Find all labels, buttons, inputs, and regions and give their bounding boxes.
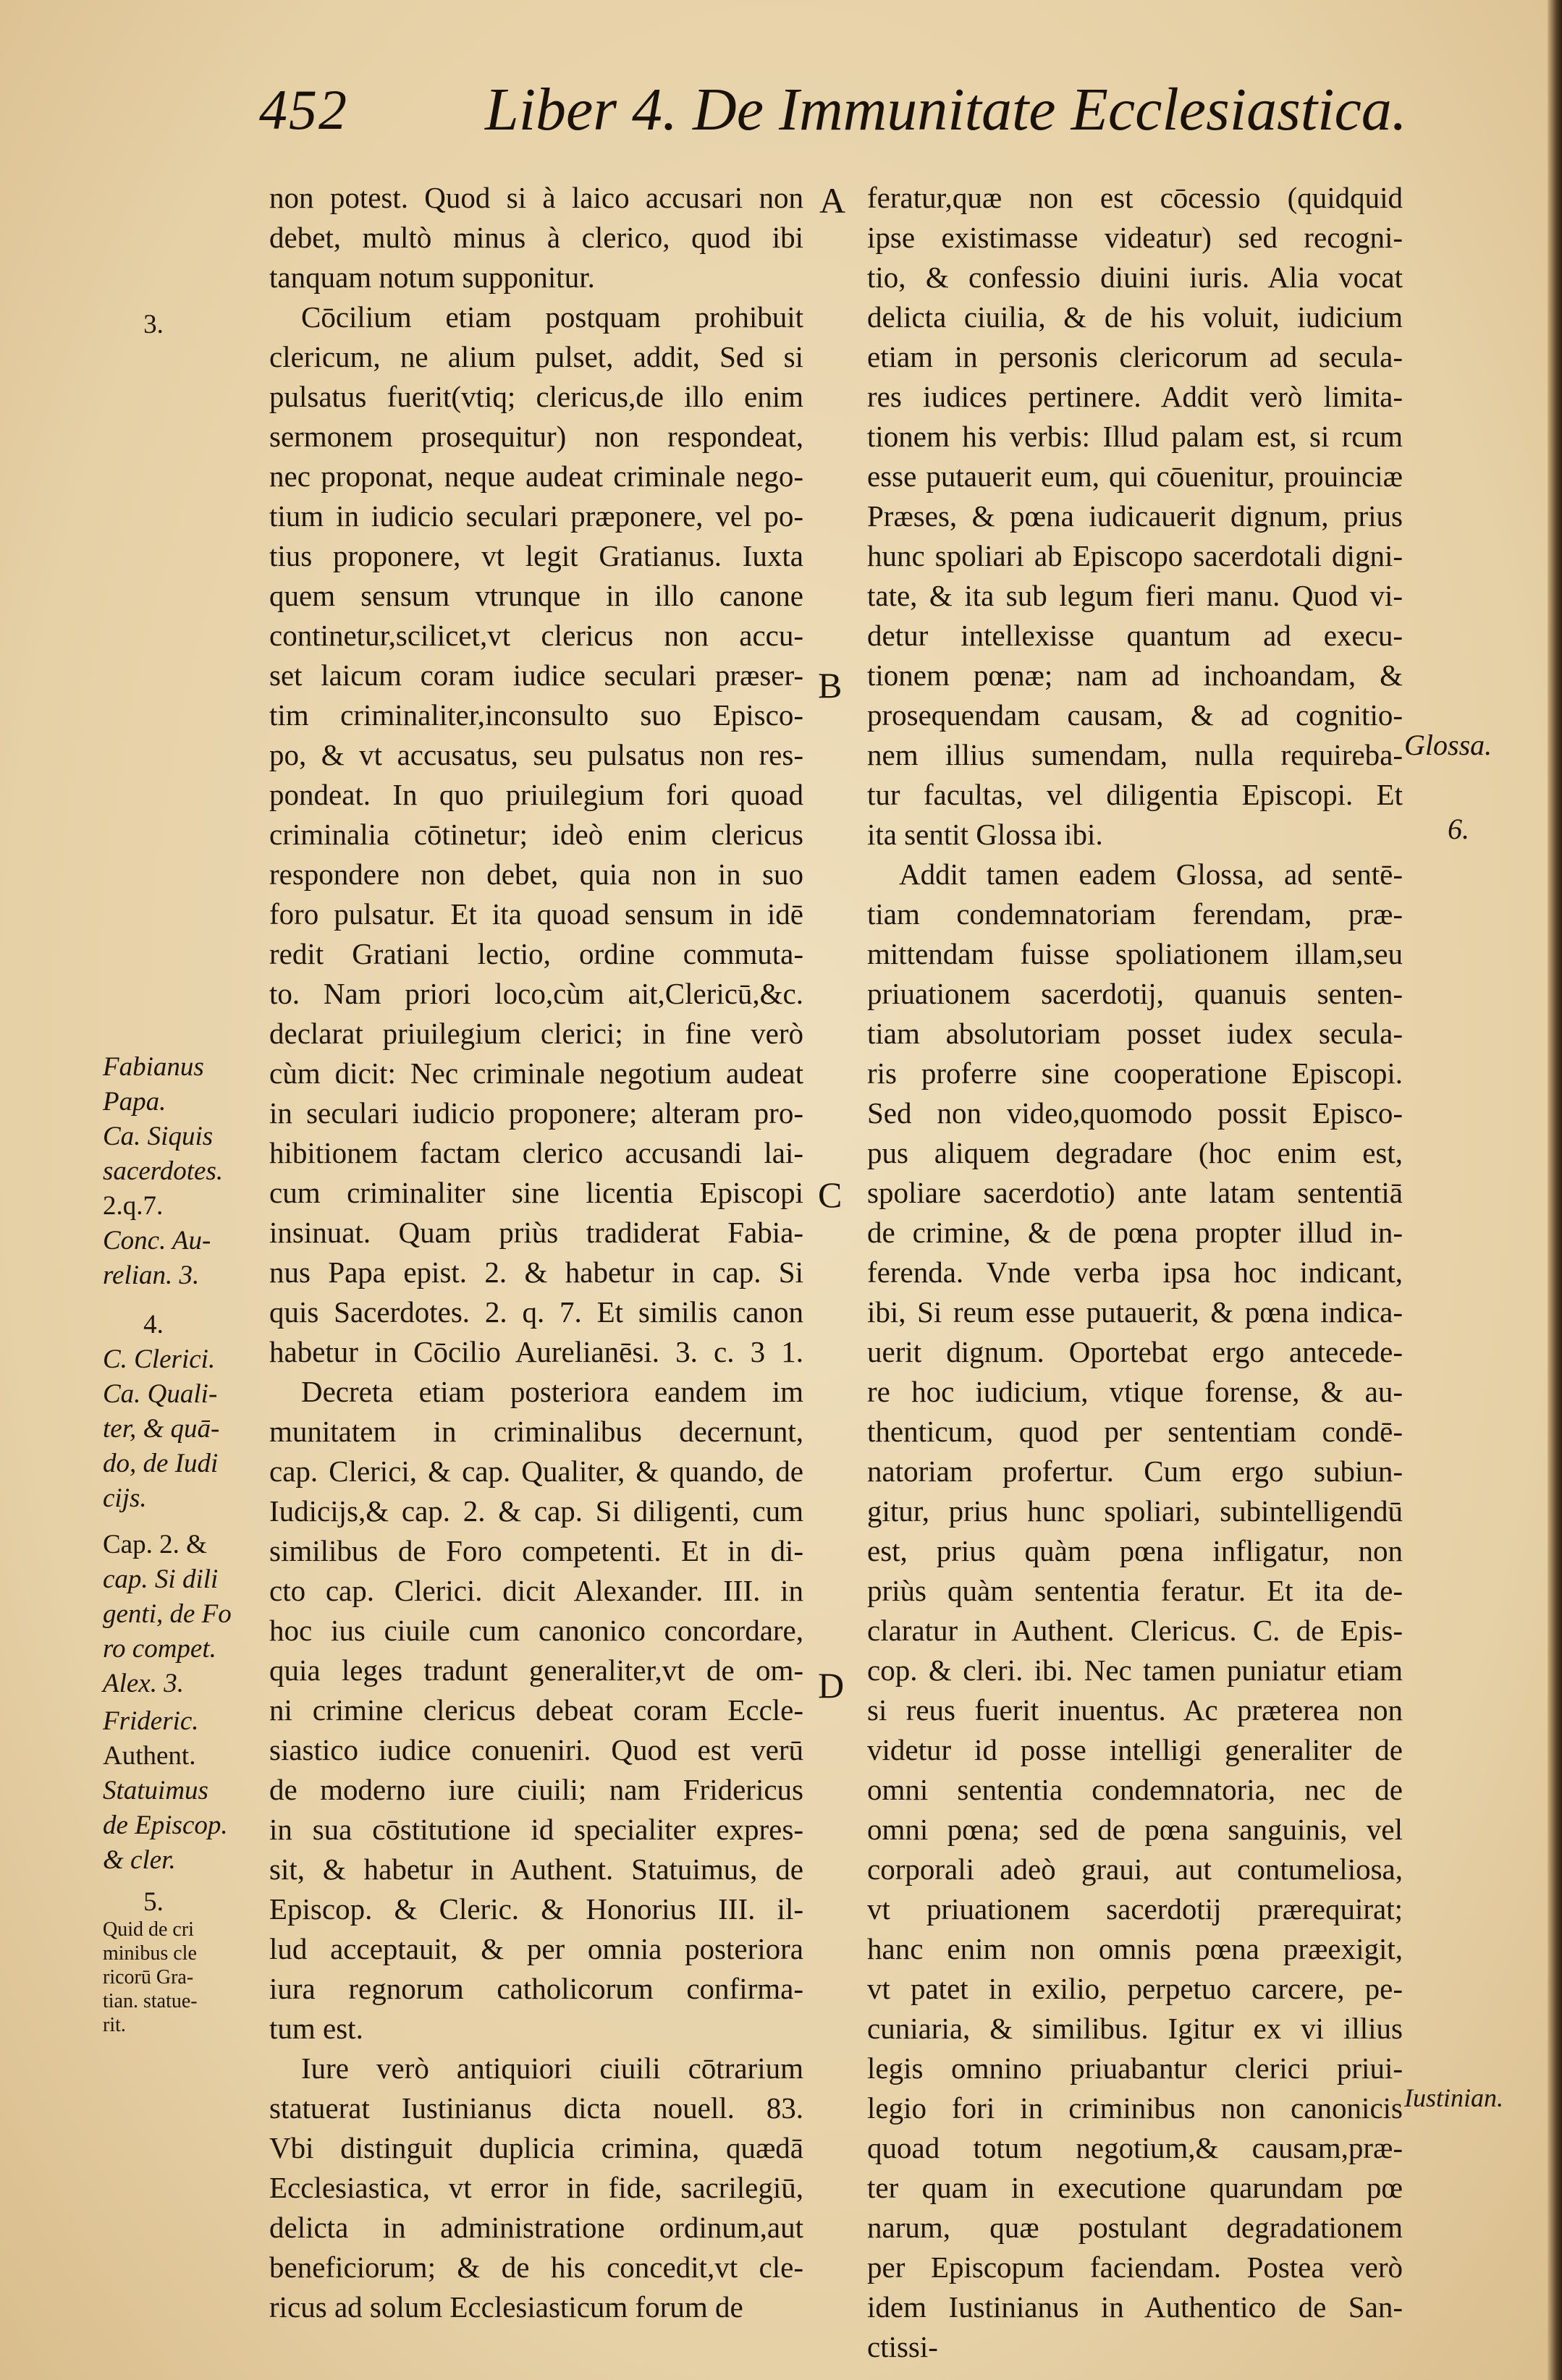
text-line: munitatem in criminalibus decernunt, (269, 1415, 803, 1448)
text-line: corporali adeò graui, aut contumeliosa, (867, 1852, 1403, 1886)
margin-note: Fabianus (103, 1052, 204, 1082)
text-line: tum est. (269, 2012, 363, 2045)
text-line: nus Papa epist. 2. & habetur in cap. Si (269, 1255, 803, 1289)
text-line: Cōcilium etiam postquam prohibuit (301, 300, 803, 334)
margin-note: minibus cle (103, 1942, 197, 1965)
text-line: prosequendam causam, & ad cognitio- (867, 698, 1403, 732)
text-line: beneficiorum; & de his concedit,vt cle- (269, 2250, 803, 2284)
section-letter-c: C (818, 1174, 843, 1215)
text-line: Decreta etiam posteriora eandem im (301, 1375, 803, 1408)
text-line: delicta in administratione ordinum,aut (269, 2211, 803, 2244)
text-line: priuationem sacerdotij, quanuis senten- (867, 977, 1403, 1010)
text-line: delicta ciuilia, & de his voluit, iudicium (867, 300, 1403, 334)
margin-note: genti, de Fo (103, 1599, 232, 1629)
margin-note: Ca. Siquis (103, 1122, 214, 1151)
text-line: non potest. Quod si à laico accusari non (269, 181, 803, 214)
text-line: iura regnorum catholicorum confirma- (269, 1972, 803, 2005)
text-line: etiam in personis clericorum ad secula- (867, 340, 1403, 373)
text-line: pondeat. In quo priuilegium fori quoad (269, 778, 803, 811)
text-line: ris proferre sine cooperatione Episcopi. (867, 1056, 1403, 1090)
text-line: priùs quàm sententia feratur. Et ita de- (867, 1574, 1403, 1607)
text-line: debet, multò minus à clerico, quod ibi (269, 221, 803, 254)
running-head (0, 69, 1562, 156)
text-line: Iure verò antiquiori ciuili cōtrarium (301, 2051, 803, 2085)
text-line: tium in iudicio seculari præponere, vel po- (269, 499, 803, 533)
text-line: habetur in Cōcilio Aurelianēsi. 3. c. 3 1. (269, 1335, 803, 1368)
section-letter-b: B (818, 665, 843, 706)
page-number: 452 (259, 78, 348, 141)
text-line: hibitionem factam clerico accusandi lai- (269, 1136, 803, 1169)
margin-note: Statuimus (103, 1776, 208, 1805)
text-line: de crimine, & de pœna propter illud in- (867, 1216, 1403, 1249)
text-line: de moderno iure ciuili; nam Fridericus (269, 1773, 803, 1806)
text-line: vt priuationem sacerdotij prærequirat; (867, 1892, 1403, 1926)
text-line: sermonem prosequitur) non respondeat, (269, 420, 803, 453)
text-line: thenticum, quod per sententiam condē- (867, 1415, 1403, 1448)
margin-note: Conc. Au- (103, 1226, 211, 1255)
margin-note: ricorū Gra- (103, 1966, 194, 1989)
text-line: tionem his verbis: Illud palam est, si rcum (867, 420, 1403, 453)
text-line: cuniaria, & similibus. Igitur ex vi illius (867, 2012, 1403, 2045)
text-line: narum, quæ postulant degradationem (867, 2211, 1403, 2244)
right-text-column (867, 178, 1403, 2367)
margin-note: cap. Si dili (103, 1564, 219, 1594)
text-line: tio, & confessio diuini iuris. Alia vocat (867, 261, 1403, 294)
text-line: gitur, prius hunc spoliari, subintelligendū (867, 1494, 1403, 1528)
text-line: videtur id posse intelligi generaliter de (867, 1733, 1403, 1766)
margin-note: relian. 3. (103, 1261, 200, 1290)
text-line: tiam absolutoriam posset iudex secula- (867, 1017, 1403, 1050)
text-line: tur facultas, vel diligentia Episcopi. Et (867, 778, 1403, 811)
text-line: tius proponere, vt legit Gratianus. Iuxta (269, 539, 803, 572)
text-line: sit, & habetur in Authent. Statuimus, de (269, 1852, 803, 1886)
text-line: criminalia cōtinetur; ideò enim clericus (269, 818, 803, 851)
margin-note: Authent. (103, 1741, 196, 1771)
text-line: Addit tamen eadem Glossa, ad sentē- (899, 857, 1403, 891)
margin-note: sacerdotes. (103, 1156, 224, 1186)
text-line: po, & vt accusatus, seu pulsatus non res- (269, 738, 803, 771)
margin-note: 4. (143, 1310, 164, 1339)
text-line: set laicum coram iudice seculari præser- (269, 658, 803, 692)
text-line: tanquam notum supponitur. (269, 261, 595, 294)
text-line: claratur in Authent. Clericus. C. de Epis- (867, 1614, 1403, 1647)
text-line: detur intellexisse quantum ad execu- (867, 619, 1403, 652)
text-line: statuerat Iustinianus dicta nouell. 83. (269, 2091, 803, 2125)
margin-note: Papa. (103, 1087, 166, 1117)
text-line: omni sententia condemnatoria, nec de (867, 1773, 1403, 1806)
text-line: in seculari iudicio proponere; alteram pro- (269, 1096, 803, 1130)
text-line: clericum, ne alium pulset, addit, Sed si (269, 340, 803, 373)
text-line: ni crimine clericus debeat coram Eccle- (269, 1693, 803, 1727)
text-line: Iudicijs,& cap. 2. & cap. Si diligenti, cum (269, 1494, 803, 1528)
margin-note: cijs. (103, 1483, 147, 1513)
text-line: lud acceptauit, & per omnia posteriora (269, 1932, 803, 1965)
text-line: respondere non debet, quia non in suo (269, 857, 803, 891)
margin-note: & cler. (103, 1845, 176, 1875)
text-line: foro pulsatur. Et ita quoad sensum in idē (269, 897, 803, 931)
text-line: quis Sacerdotes. 2. q. 7. Et similis canon (269, 1295, 803, 1329)
text-line: cum criminaliter sine licentia Episcopi (269, 1176, 803, 1209)
text-line: ctissi- (867, 2330, 938, 2363)
text-line: idem Iustinianus in Authentico de San- (867, 2290, 1403, 2324)
text-line: tionem pœnæ; nam ad inchoandam, & (867, 658, 1403, 692)
text-line: pulsatus fuerit(vtiq; clericus,de illo enim (269, 380, 803, 413)
text-line: ferenda. Vnde verba ipsa hoc indicant, (867, 1255, 1403, 1289)
text-line: declarat priuilegium clerici; in fine verò (269, 1017, 803, 1050)
text-line: to. Nam priori loco,cùm ait,Clericū,&c. (269, 977, 803, 1010)
text-line: re hoc iudicium, vtique forense, & au- (867, 1375, 1403, 1408)
text-line: ibi, Si reum esse putauerit, & pœna indica- (867, 1295, 1403, 1329)
text-line: redit Gratiani lectio, ordine commuta- (269, 937, 803, 970)
text-line: nem illius sumendam, nulla requireba- (867, 738, 1403, 771)
text-line: ter quam in executione quarundam pœ (867, 2171, 1403, 2204)
section-letter-d: D (818, 1665, 845, 1706)
text-line: quia leges tradunt generaliter,vt de om- (269, 1653, 803, 1687)
text-line: continetur,scilicet,vt clericus non accu- (269, 619, 803, 652)
text-line: ipse existimasse videatur) sed recogni- (867, 221, 1403, 254)
text-line: Vbi distinguit duplicia crimina, quædā (269, 2131, 803, 2164)
text-line: si reus fuerit inuentus. Ac præterea non (867, 1693, 1403, 1727)
margin-note: 5. (143, 1887, 164, 1917)
margin-note: Glossa. (1404, 729, 1493, 761)
margin-note: do, de Iudi (103, 1449, 219, 1478)
page-title: Liber 4. De Immunitate Ecclesiastica. (485, 76, 1407, 143)
text-line: tiam condemnatoriam ferendam, præ- (867, 897, 1403, 931)
text-line: est, prius quàm pœna infligatur, non (867, 1534, 1403, 1567)
text-line: cto cap. Clerici. dicit Alexander. III. in (269, 1574, 803, 1607)
section-letter-a: A (819, 180, 846, 221)
margin-note: 2.q.7. (103, 1191, 164, 1221)
margin-note: de Episcop. (103, 1811, 228, 1840)
text-line: insinuat. Quam priùs tradiderat Fabia- (269, 1216, 803, 1249)
text-line: ita sentit Glossa ibi. (867, 818, 1103, 851)
margin-note: Frideric. (103, 1706, 199, 1736)
text-line: nec proponat, neque audeat criminale nego- (269, 460, 803, 493)
text-line: feratur,quæ non est cōcessio (quidquid (867, 181, 1403, 214)
text-line: quem sensum vtrunque in illo canone (269, 579, 803, 612)
margin-note: 3. (143, 310, 164, 339)
text-line: tim criminaliter,inconsulto suo Episco- (269, 698, 803, 732)
text-line: Præses, & pœna iudicauerit dignum, prius (867, 499, 1403, 533)
text-line: hanc enim non omnis pœna præexigit, (867, 1932, 1403, 1965)
margin-note: ter, & quā- (103, 1414, 220, 1444)
text-line: uerit dignum. Oportebat ergo antecede- (867, 1335, 1403, 1368)
text-line: esse putauerit eum, qui cōuenitur, prouinciæ (867, 460, 1403, 493)
left-text-column (269, 178, 803, 2327)
text-line: hoc ius ciuile cum canonico concordare, (269, 1614, 803, 1647)
text-line: Sed non video,quomodo possit Episco- (867, 1096, 1403, 1130)
text-line: natoriam profertur. Cum ergo subiun- (867, 1454, 1403, 1488)
text-line: cùm dicit: Nec criminale negotium audeat (269, 1056, 803, 1090)
text-line: res iudices pertinere. Addit verò limita- (867, 380, 1403, 413)
margin-note: Alex. 3. (103, 1669, 184, 1698)
margin-note: rit. (103, 2014, 126, 2036)
text-line: hunc spoliari ab Episcopo sacerdotali digni- (867, 539, 1403, 572)
text-line: Ecclesiastica, vt error in fide, sacrilegiū, (269, 2171, 803, 2204)
text-line: spoliare sacerdotio) ante latam sententiā (867, 1176, 1403, 1209)
margin-note: Iustinian. (1404, 2083, 1504, 2112)
text-line: cap. Clerici, & cap. Qualiter, & quando, de (269, 1454, 803, 1488)
text-line: legio fori in criminibus non canonicis (867, 2091, 1403, 2125)
margin-note: Quid de cri (103, 1918, 194, 1941)
text-line: quoad totum negotium,& causam,præ- (867, 2131, 1403, 2164)
text-line: cop. & cleri. ibi. Nec tamen puniatur etiam (867, 1653, 1403, 1687)
margin-note: C. Clerici. (103, 1344, 216, 1374)
text-line: per Episcopum faciendam. Postea verò (867, 2250, 1403, 2284)
text-line: siastico iudice conueniri. Quod est verū (269, 1733, 803, 1766)
book-gutter-edge (1548, 0, 1562, 2380)
text-line: tate, & ita sub legum fieri manu. Quod vi- (867, 579, 1403, 612)
text-line: vt patet in exilio, perpetuo carcere, pe- (867, 1972, 1403, 2005)
text-line: omni pœna; sed de pœna sanguinis, vel (867, 1813, 1403, 1846)
margin-note: Ca. Quali- (103, 1379, 218, 1409)
text-line: ricus ad solum Ecclesiasticum forum de (269, 2290, 743, 2324)
margin-note: 6. (1448, 813, 1469, 845)
text-line: Episcop. & Cleric. & Honorius III. il- (269, 1892, 803, 1926)
text-line: pus aliquem degradare (hoc enim est, (867, 1136, 1403, 1169)
text-line: in sua cōstitutione id specialiter expres- (269, 1813, 803, 1846)
margin-note: tian. statue- (103, 1990, 198, 2012)
text-line: similibus de Foro competenti. Et in di- (269, 1534, 803, 1567)
text-line: mittendam fuisse spoliationem illam,seu (867, 937, 1403, 970)
text-line: legis omnino priuabantur clerici priui- (867, 2051, 1403, 2085)
margin-note: ro compet. (103, 1634, 216, 1664)
margin-note: Cap. 2. & (103, 1530, 207, 1559)
